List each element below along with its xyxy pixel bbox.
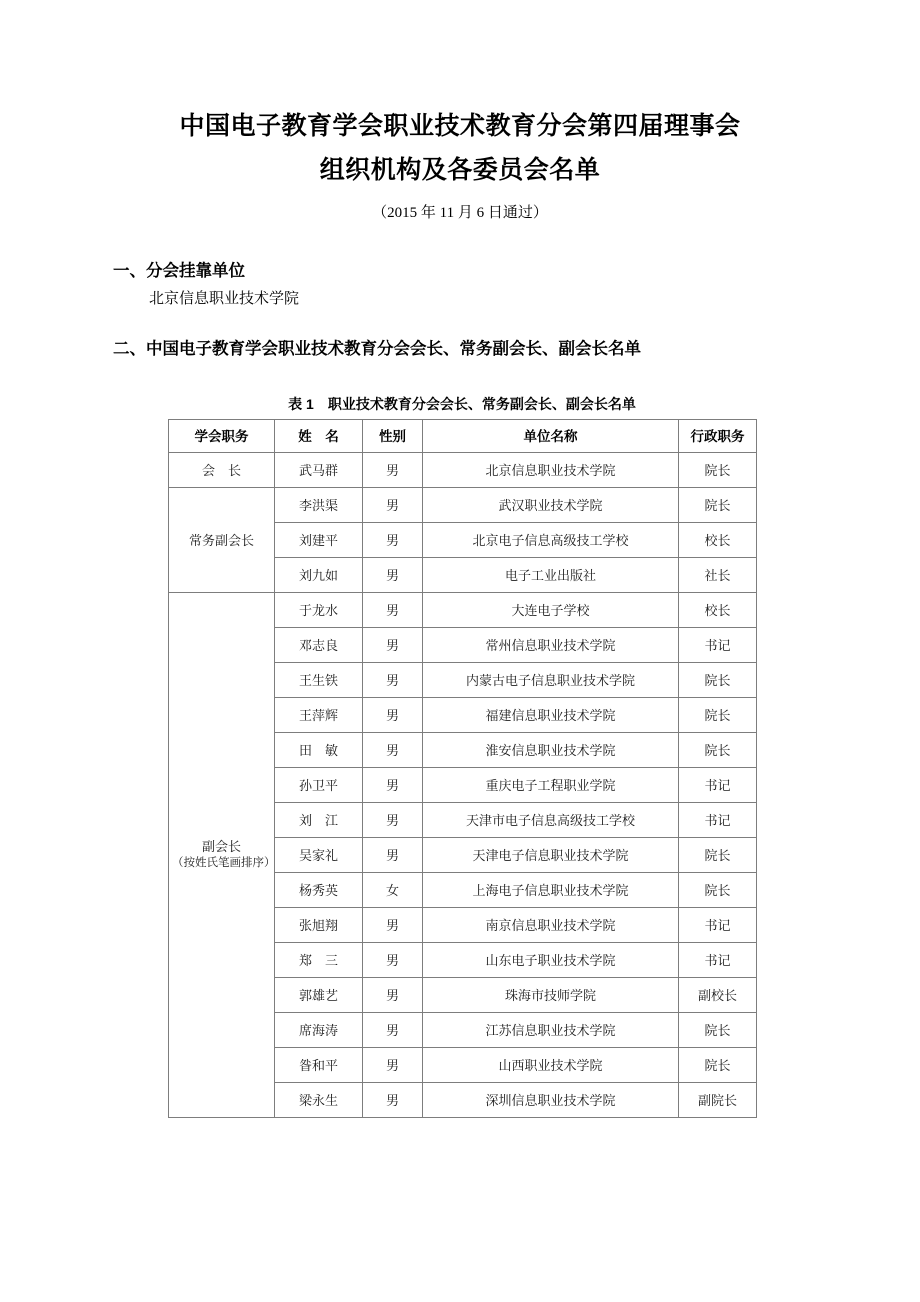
cell-name: 邓志良 [275,628,363,663]
cell-unit: 北京电子信息高级技工学校 [423,523,679,558]
cell-name: 孙卫平 [275,768,363,803]
cell-name: 于龙水 [275,593,363,628]
cell-unit: 常州信息职业技术学院 [423,628,679,663]
cell-sex: 女 [363,873,423,908]
cell-unit: 南京信息职业技术学院 [423,908,679,943]
cell-unit: 武汉职业技术学院 [423,488,679,523]
cell-sex: 男 [363,1048,423,1083]
cell-title: 院长 [679,733,757,768]
section-affiliation-body: 北京信息职业技术学院 [149,291,300,307]
cell-name: 张旭翔 [275,908,363,943]
cell-post [169,488,275,593]
cell-name: 田 敏 [275,733,363,768]
cell-name: 梁永生 [275,1083,363,1118]
cell-title: 院长 [679,453,757,488]
cell-title: 校长 [679,593,757,628]
cell-sex: 男 [363,768,423,803]
cell-title: 书记 [679,908,757,943]
cell-name: 王萍辉 [275,698,363,733]
cell-unit: 深圳信息职业技术学院 [423,1083,679,1118]
cell-sex: 男 [363,453,423,488]
page-title [0,0,920,192]
cell-unit: 内蒙古电子信息职业技术学院 [423,663,679,698]
section-roster-heading: 二、中国电子教育学会职业技术教育分会会长、常务副会长、副会长名单 [113,340,641,358]
cell-sex: 男 [363,803,423,838]
cell-name: 刘 江 [275,803,363,838]
cell-sex: 男 [363,628,423,663]
cell-title: 院长 [679,873,757,908]
cell-unit: 天津市电子信息高级技工学校 [423,803,679,838]
cell-title: 院长 [679,663,757,698]
cell-name: 昝和平 [275,1048,363,1083]
section-affiliation-heading: 一、分会挂靠单位 [113,262,245,280]
cell-unit: 江苏信息职业技术学院 [423,1013,679,1048]
cell-unit: 山西职业技术学院 [423,1048,679,1083]
table-body [169,453,757,1118]
cell-title: 院长 [679,1013,757,1048]
column-header-sex: 性别 [363,420,423,453]
table-row [169,453,757,488]
cell-unit: 重庆电子工程职业学院 [423,768,679,803]
post-label: 会 长 [201,462,241,478]
cell-post [169,453,275,488]
cell-name: 吴家礼 [275,838,363,873]
cell-sex: 男 [363,663,423,698]
cell-title: 书记 [679,803,757,838]
column-header-unit: 单位名称 [423,420,679,453]
page-subtitle: （2015 年 11 月 6 日通过） [372,205,548,221]
cell-name: 王生铁 [275,663,363,698]
cell-post [169,593,275,1118]
cell-unit: 大连电子学校 [423,593,679,628]
cell-unit: 电子工业出版社 [423,558,679,593]
table-caption [168,362,756,419]
table-row [169,488,757,523]
cell-sex: 男 [363,1083,423,1118]
cell-sex: 男 [363,698,423,733]
cell-title: 副校长 [679,978,757,1013]
column-header-name: 姓 名 [275,420,363,453]
section-affiliation [0,224,920,311]
cell-unit: 山东电子职业技术学院 [423,943,679,978]
table-caption-text: 职业技术教育分会会长、常务副会长、副会长名单 [327,396,636,412]
table-caption-label: 表 1 [288,396,314,412]
cell-title: 书记 [679,768,757,803]
post-sub-label: （按姓氏笔画排序） [172,857,276,869]
cell-unit: 福建信息职业技术学院 [423,698,679,733]
cell-sex: 男 [363,978,423,1013]
cell-name: 席海涛 [275,1013,363,1048]
cell-unit: 上海电子信息职业技术学院 [423,873,679,908]
table-row [169,593,757,628]
cell-title: 校长 [679,523,757,558]
cell-name: 杨秀英 [275,873,363,908]
cell-title: 院长 [679,1048,757,1083]
cell-title: 院长 [679,838,757,873]
cell-sex: 男 [363,733,423,768]
column-header-title: 行政职务 [679,420,757,453]
post-label: 副会长 [201,839,241,854]
cell-name: 刘建平 [275,523,363,558]
cell-title: 院长 [679,698,757,733]
cell-sex: 男 [363,1013,423,1048]
cell-name: 李洪渠 [275,488,363,523]
cell-title: 院长 [679,488,757,523]
page-title-line-2: 组织机构及各委员会名单 [319,156,601,184]
cell-title: 书记 [679,628,757,663]
table-header [169,420,757,453]
cell-sex: 男 [363,593,423,628]
cell-unit: 珠海市技师学院 [423,978,679,1013]
roster-table [168,419,757,1118]
cell-name: 刘九如 [275,558,363,593]
cell-name: 郭雄艺 [275,978,363,1013]
cell-title: 社长 [679,558,757,593]
cell-name: 郑 三 [275,943,363,978]
cell-sex: 男 [363,838,423,873]
cell-sex: 男 [363,488,423,523]
section-roster [0,311,920,362]
cell-title: 书记 [679,943,757,978]
cell-unit: 天津电子信息职业技术学院 [423,838,679,873]
page-title-line-1: 中国电子教育学会职业技术教育分会第四届理事会 [179,112,741,140]
cell-name: 武马群 [275,453,363,488]
cell-sex: 男 [363,943,423,978]
table-header-row [169,420,757,453]
cell-unit: 北京信息职业技术学院 [423,453,679,488]
cell-sex: 男 [363,523,423,558]
column-header-post: 学会职务 [169,420,275,453]
cell-sex: 男 [363,908,423,943]
cell-title: 副院长 [679,1083,757,1118]
cell-sex: 男 [363,558,423,593]
cell-unit: 淮安信息职业技术学院 [423,733,679,768]
post-label: 常务副会长 [188,532,254,548]
